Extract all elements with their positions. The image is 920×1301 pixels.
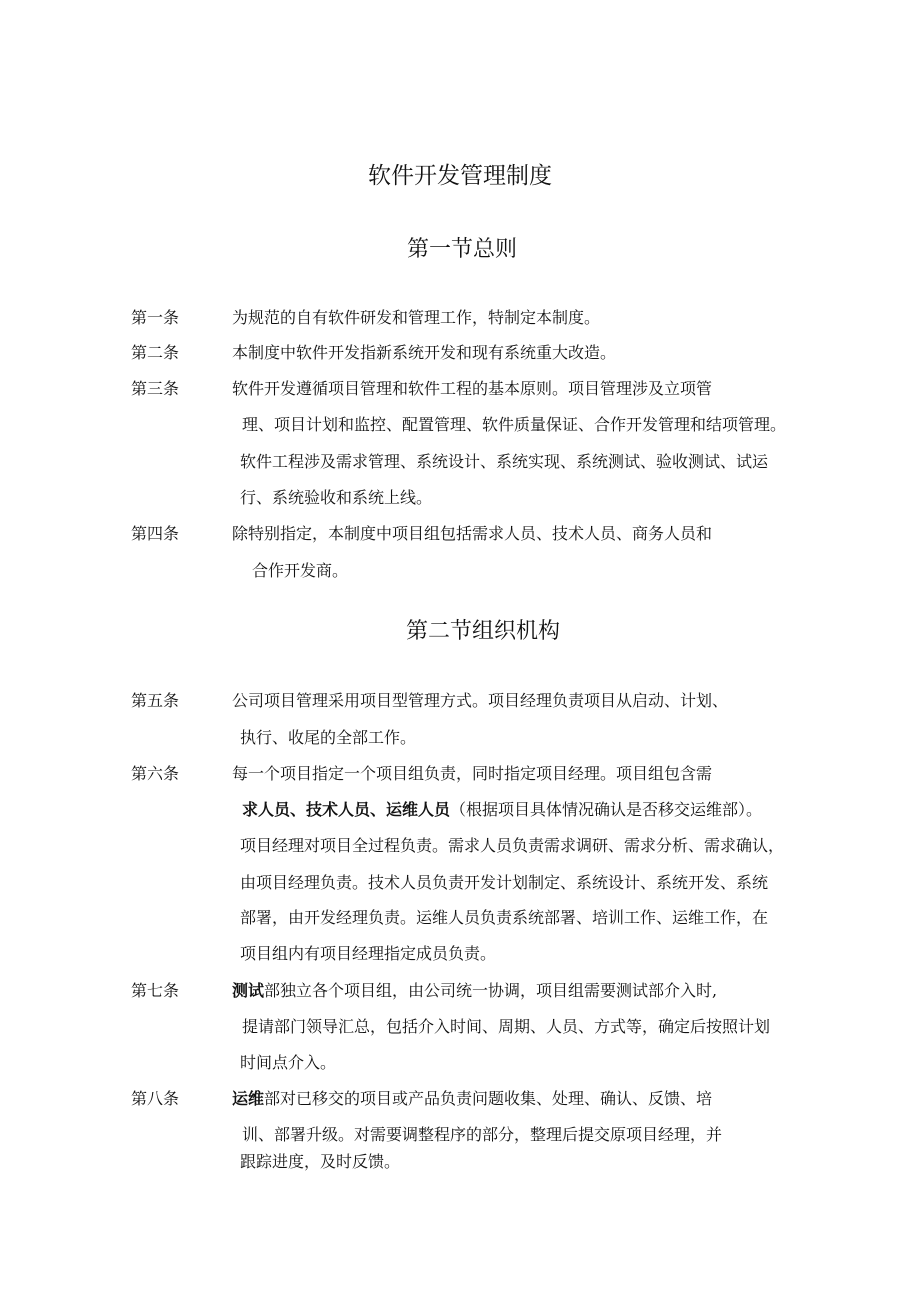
article-text-line: 时间点介入。 — [240, 1053, 337, 1072]
bold-roles: 求人员、技术人员、运维人员 — [242, 800, 451, 819]
roles-remark: （根据项目具体情况确认是否移交运维部）。 — [450, 800, 763, 819]
section-heading-organization: 第二节组织机构 — [405, 619, 560, 644]
article-text-line: 理、项目计划和监控、配置管理、软件质量保证、合作开发管理和结项管理。 — [242, 415, 787, 434]
article-text-line: 除特别指定，本制度中项目组包括需求人员、技术人员、商务人员和 — [232, 524, 713, 543]
article-text-rest: 部对已移交的项目或产品负责问题收集、处理、确认、反馈、培 — [264, 1089, 713, 1108]
bold-department: 测试 — [232, 981, 265, 1000]
article-text-line: 软件开发遵循项目管理和软件工程的基本原则。项目管理涉及立项管 — [232, 379, 713, 398]
article-number: 第一条 — [131, 308, 180, 327]
article-text-line-roles — [242, 799, 762, 821]
article-text-line: 行、系统验收和系统上线。 — [240, 488, 433, 507]
article-text-line: 本制度中软件开发指新系统开发和现有系统重大改造。 — [232, 343, 617, 362]
article-text-line: 跟踪进度，及时反馈。 — [240, 1152, 401, 1171]
article-text-line: 软件工程涉及需求管理、系统设计、系统实现、系统测试、验收测试、试运 — [240, 452, 769, 471]
article-text-line: 执行、收尾的全部工作。 — [240, 728, 417, 747]
article-number: 第三条 — [131, 379, 180, 398]
article-text-line: 为规范的自有软件研发和管理工作，特制定本制度。 — [232, 308, 601, 327]
bold-department: 运维 — [232, 1089, 265, 1108]
article-text-line: 部署，由开发经理负责。运维人员负责系统部署、培训工作、运维工作，在 — [240, 908, 769, 927]
section-heading-general: 第一节总则 — [406, 237, 517, 262]
article-text-line — [232, 980, 717, 1002]
article-number: 第七条 — [131, 981, 180, 1000]
document-title: 软件开发管理制度 — [368, 163, 552, 189]
article-number: 第四条 — [131, 524, 180, 543]
article-text-line: 合作开发商。 — [252, 561, 349, 580]
article-number: 第八条 — [131, 1089, 180, 1108]
article-text-line: 项目组内有项目经理指定成员负责。 — [240, 944, 497, 963]
article-number: 第五条 — [131, 691, 180, 710]
article-text-rest: 部独立各个项目组，由公司统一协调，项目组需要测试部介入时, — [264, 981, 718, 1000]
article-text-line: 每一个项目指定一个项目组负责，同时指定项目经理。项目组包含需 — [232, 764, 713, 783]
article-text-line: 项目经理对项目全过程负责。需求人员负责需求调研、需求分析、需求确认， — [240, 836, 785, 855]
article-text-line: 训、部署升级。对需要调整程序的部分，整理后提交原项目经理，并 — [242, 1125, 723, 1144]
article-text-line — [232, 1088, 712, 1110]
article-number: 第二条 — [131, 343, 180, 362]
article-text-line: 提请部门领导汇总，包括介入时间、周期、人员、方式等，确定后按照计划 — [242, 1017, 771, 1036]
article-number: 第六条 — [131, 764, 180, 783]
article-text-line: 由项目经理负责。技术人员负责开发计划制定、系统设计、系统开发、系统 — [240, 873, 769, 892]
article-text-line: 公司项目管理采用项目型管理方式。项目经理负责项目从启动、计划、 — [232, 691, 729, 710]
